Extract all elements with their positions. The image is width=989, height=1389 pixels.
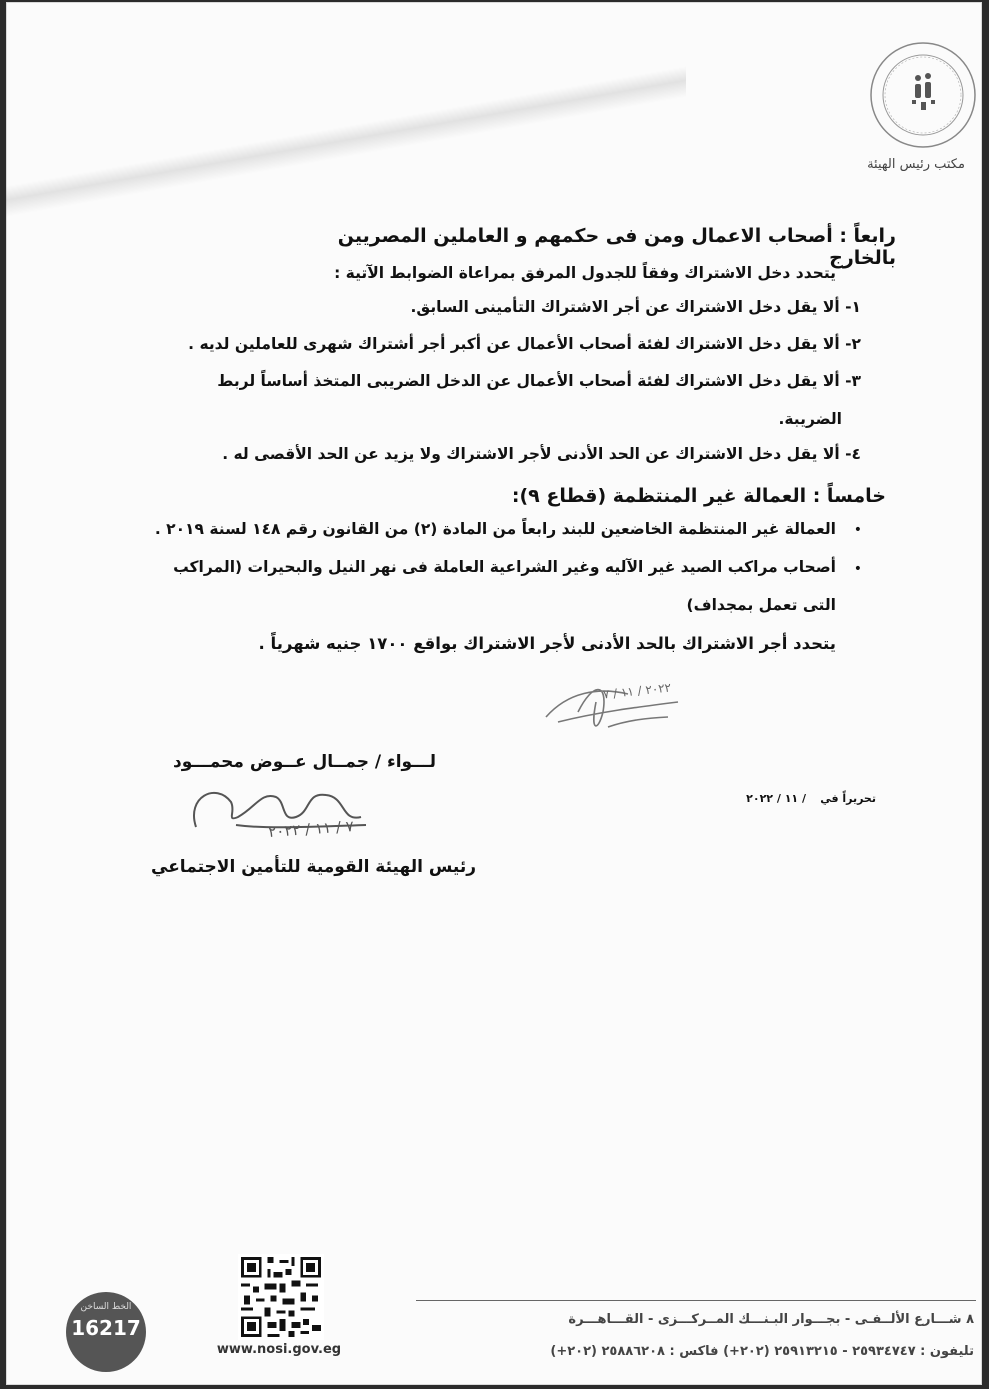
section-4-heading: رابعاً : أصحاب الاعمال ومن فى حكمهم و العاملين المصريين بالخارج xyxy=(337,225,896,269)
footer-phones: تليفون : ٢٥٩٣٤٧٤٧ - ٢٥٩١٣٢١٥ (٢٠٢+) فاكس : ٢٥٨٨٦٢٠٨ (٢٠٢+) xyxy=(550,1344,974,1359)
footer-address: ٨ شـــارع الألــفـى - بجـــوار البـنـــك المــركـــزى - القـــاهـــرة xyxy=(568,1312,974,1327)
qr-code xyxy=(238,1254,324,1340)
document-page xyxy=(6,2,982,1385)
section-4-item-3: ٣- ألا يقل دخل الاشتراك لفئة أصحاب الأعمال عن الدخل الضريبى المتخذ أساساً لربط xyxy=(217,372,861,390)
initials-date: ٢٠٢٢ / ١١ / ٧ xyxy=(602,680,672,702)
office-label: مكتب رئيس الهيئة xyxy=(867,157,965,172)
date-value: / ١١ / ٢٠٢٢ xyxy=(746,792,806,805)
section-4-item-1: ١- ألا يقل دخل الاشتراك عن أجر الاشتراك التأمينى السابق. xyxy=(410,298,861,316)
hotline-number: 16217 xyxy=(71,1316,141,1340)
signatory-name: لـــواء / جمــال عــوض محمـــود xyxy=(172,752,436,772)
nosi-seal-logo xyxy=(868,40,978,150)
footer-divider xyxy=(416,1300,976,1301)
section-5-bullet-1: العمالة غير المنتظمة الخاضعين للبند رابعاً من المادة (٢) من القانون رقم ١٤٨ لسنة ٢٠١٩ . xyxy=(154,520,836,538)
section-5-closing: يتحدد أجر الاشتراك بالحد الأدنى لأجر الاشتراك بواقع ١٧٠٠ جنيه شهرياً . xyxy=(258,634,836,653)
section-5-heading: خامساً : العمالة غير المنتظمة (قطاع ٩): xyxy=(511,485,886,507)
section-5-bullet-2-cont: التى تعمل بمجداف) xyxy=(686,596,836,614)
bullet-dot: • xyxy=(853,522,862,538)
handwritten-signature xyxy=(176,767,396,857)
hotline-label: الخط الساخن xyxy=(80,1302,132,1312)
section-4-item-2: ٢- ألا يقل دخل الاشتراك لفئة أصحاب الأعمال عن أكبر أجر أشتراك شهرى للعاملين لديه . xyxy=(188,335,861,353)
section-4-intro: يتحدد دخل الاشتراك وفقاً للجدول المرفق بمراعاة الضوابط الآتية : xyxy=(334,264,836,282)
section-4-item-3-cont: الضريبة. xyxy=(778,410,842,428)
paper-fold-shadow xyxy=(6,62,686,222)
section-4-item-4: ٤- ألا يقل دخل الاشتراك عن الحد الأدنى لأجر الاشتراك ولا يزيد عن الحد الأقصى له . xyxy=(222,445,861,463)
date-label: تحريراً في xyxy=(820,792,876,805)
section-5-bullet-2: أصحاب مراكب الصيد غير الآليه وغير الشراعية العاملة فى نهر النيل والبحيرات (المراكب xyxy=(173,558,836,576)
website-link[interactable]: www.nosi.gov.eg xyxy=(216,1342,342,1357)
signatory-title: رئيس الهيئة القومية للتأمين الاجتماعي xyxy=(151,857,476,877)
bullet-dot: • xyxy=(853,561,862,577)
handwritten-date: ٧ / ١١ / ٢٠٢٢ xyxy=(267,817,355,841)
hotline-badge xyxy=(66,1292,146,1372)
